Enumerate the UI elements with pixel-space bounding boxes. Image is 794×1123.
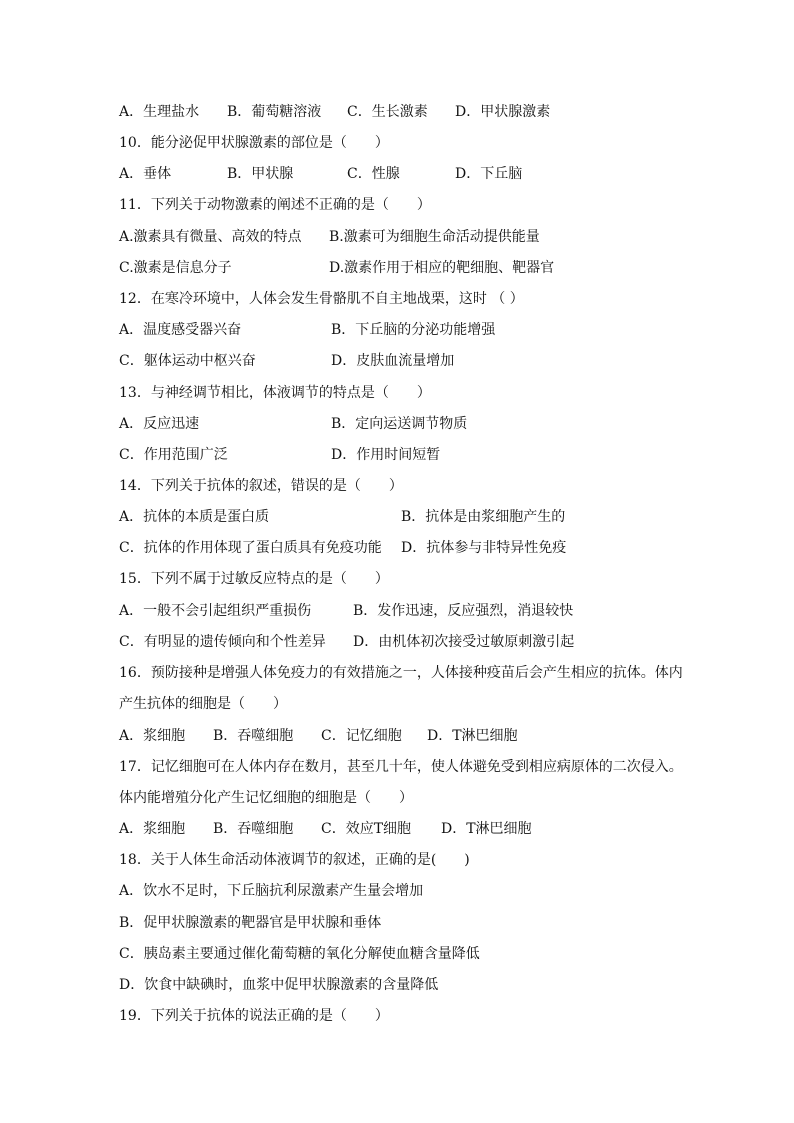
question-17-line1: 17．记忆细胞可在人体内存在数月，甚至几十年，使人体避免受到相应病原体的二次侵入。 <box>119 759 683 775</box>
question-11: 11．下列关于动物激素的阐述不正确的是（ ） <box>119 197 431 213</box>
option-b: B．吞噬细胞 <box>213 821 294 837</box>
option-c: C．记忆细胞 <box>321 728 402 744</box>
question-13: 13．与神经调节相比，体液调节的特点是（ ） <box>119 385 431 401</box>
question-17-line2: 体内能增殖分化产生记忆细胞的细胞是（ ） <box>119 790 413 806</box>
option-c: C．作用范围广泛 <box>119 447 228 463</box>
option-b: B．甲状腺 <box>227 166 294 182</box>
option-d: D．下丘脑 <box>455 166 523 182</box>
question-16-line1: 16．预防接种是增强人体免疫力的有效措施之一，人体接种疫苗后会产生相应的抗体。体内 <box>119 665 683 681</box>
option-a: A．浆细胞 <box>119 728 186 744</box>
option-a: A．温度感受器兴奋 <box>119 322 242 338</box>
question-16-line2: 产生抗体的细胞是（ ） <box>119 696 287 712</box>
option-c: C．胰岛素主要通过催化葡萄糖的氧化分解使血糖含量降低 <box>119 946 480 962</box>
question-15: 15．下列不属于过敏反应特点的是（ ） <box>119 571 389 587</box>
option-b: B．下丘脑的分泌功能增强 <box>331 322 496 338</box>
option-d: D．由机体初次接受过敏原刺激引起 <box>353 634 575 650</box>
option-a: A．抗体的本质是蛋白质 <box>119 509 270 525</box>
option-c: C．躯体运动中枢兴奋 <box>119 353 256 369</box>
option-c: C．生长激素 <box>347 104 428 120</box>
question-18: 18．关于人体生命活动体液调节的叙述，正确的是( ) <box>119 852 470 868</box>
option-a: A．饮水不足时，下丘脑抗利尿激素产生量会增加 <box>119 883 424 899</box>
option-d: D．抗体参与非特异性免疫 <box>401 540 567 556</box>
option-d: D．作用时间短暂 <box>331 447 441 463</box>
option-c: C．性腺 <box>347 166 400 182</box>
option-b: B．吞噬细胞 <box>213 728 294 744</box>
option-d: D.激素作用于相应的靶细胞、靶器官 <box>329 260 555 276</box>
option-b: B．葡萄糖溶液 <box>227 104 322 120</box>
option-a: A．垂体 <box>119 166 172 182</box>
option-a: A．浆细胞 <box>119 821 186 837</box>
option-c: C．效应T细胞 <box>321 821 412 837</box>
option-b: B．抗体是由浆细胞产生的 <box>401 509 566 525</box>
option-b: B．定向运送调节物质 <box>331 416 468 432</box>
option-d: D．甲状腺激素 <box>455 104 551 120</box>
option-d: D．T淋巴细胞 <box>441 821 532 837</box>
option-d: D．T淋巴细胞 <box>427 728 518 744</box>
option-c: C．有明显的遗传倾向和个性差异 <box>119 634 326 650</box>
question-10: 10．能分泌促甲状腺激素的部位是（ ） <box>119 135 389 151</box>
option-a: A．一般不会引起组织严重损伤 <box>119 603 312 619</box>
option-c: C．抗体的作用体现了蛋白质具有免疫功能 <box>119 540 382 556</box>
option-b: B．发作迅速，反应强烈，消退较快 <box>353 603 574 619</box>
option-b: B.激素可为细胞生命活动提供能量 <box>329 229 540 245</box>
question-19: 19．下列关于抗体的说法正确的是（ ） <box>119 1008 389 1024</box>
option-d: D．皮肤血流量增加 <box>331 353 455 369</box>
option-a: A．反应迅速 <box>119 416 200 432</box>
option-d: D．饮食中缺碘时，血浆中促甲状腺激素的含量降低 <box>119 977 439 993</box>
option-c: C.激素是信息分子 <box>119 260 232 276</box>
question-14: 14．下列关于抗体的叙述，错误的是（ ） <box>119 478 403 494</box>
option-a: A.激素具有微量、高效的特点 <box>119 229 302 245</box>
question-12: 12．在寒冷环境中，人体会发生骨骼肌不自主地战栗，这时 （ ） <box>119 291 524 307</box>
option-a: A．生理盐水 <box>119 104 200 120</box>
option-b: B．促甲状腺激素的靶器官是甲状腺和垂体 <box>119 915 382 931</box>
